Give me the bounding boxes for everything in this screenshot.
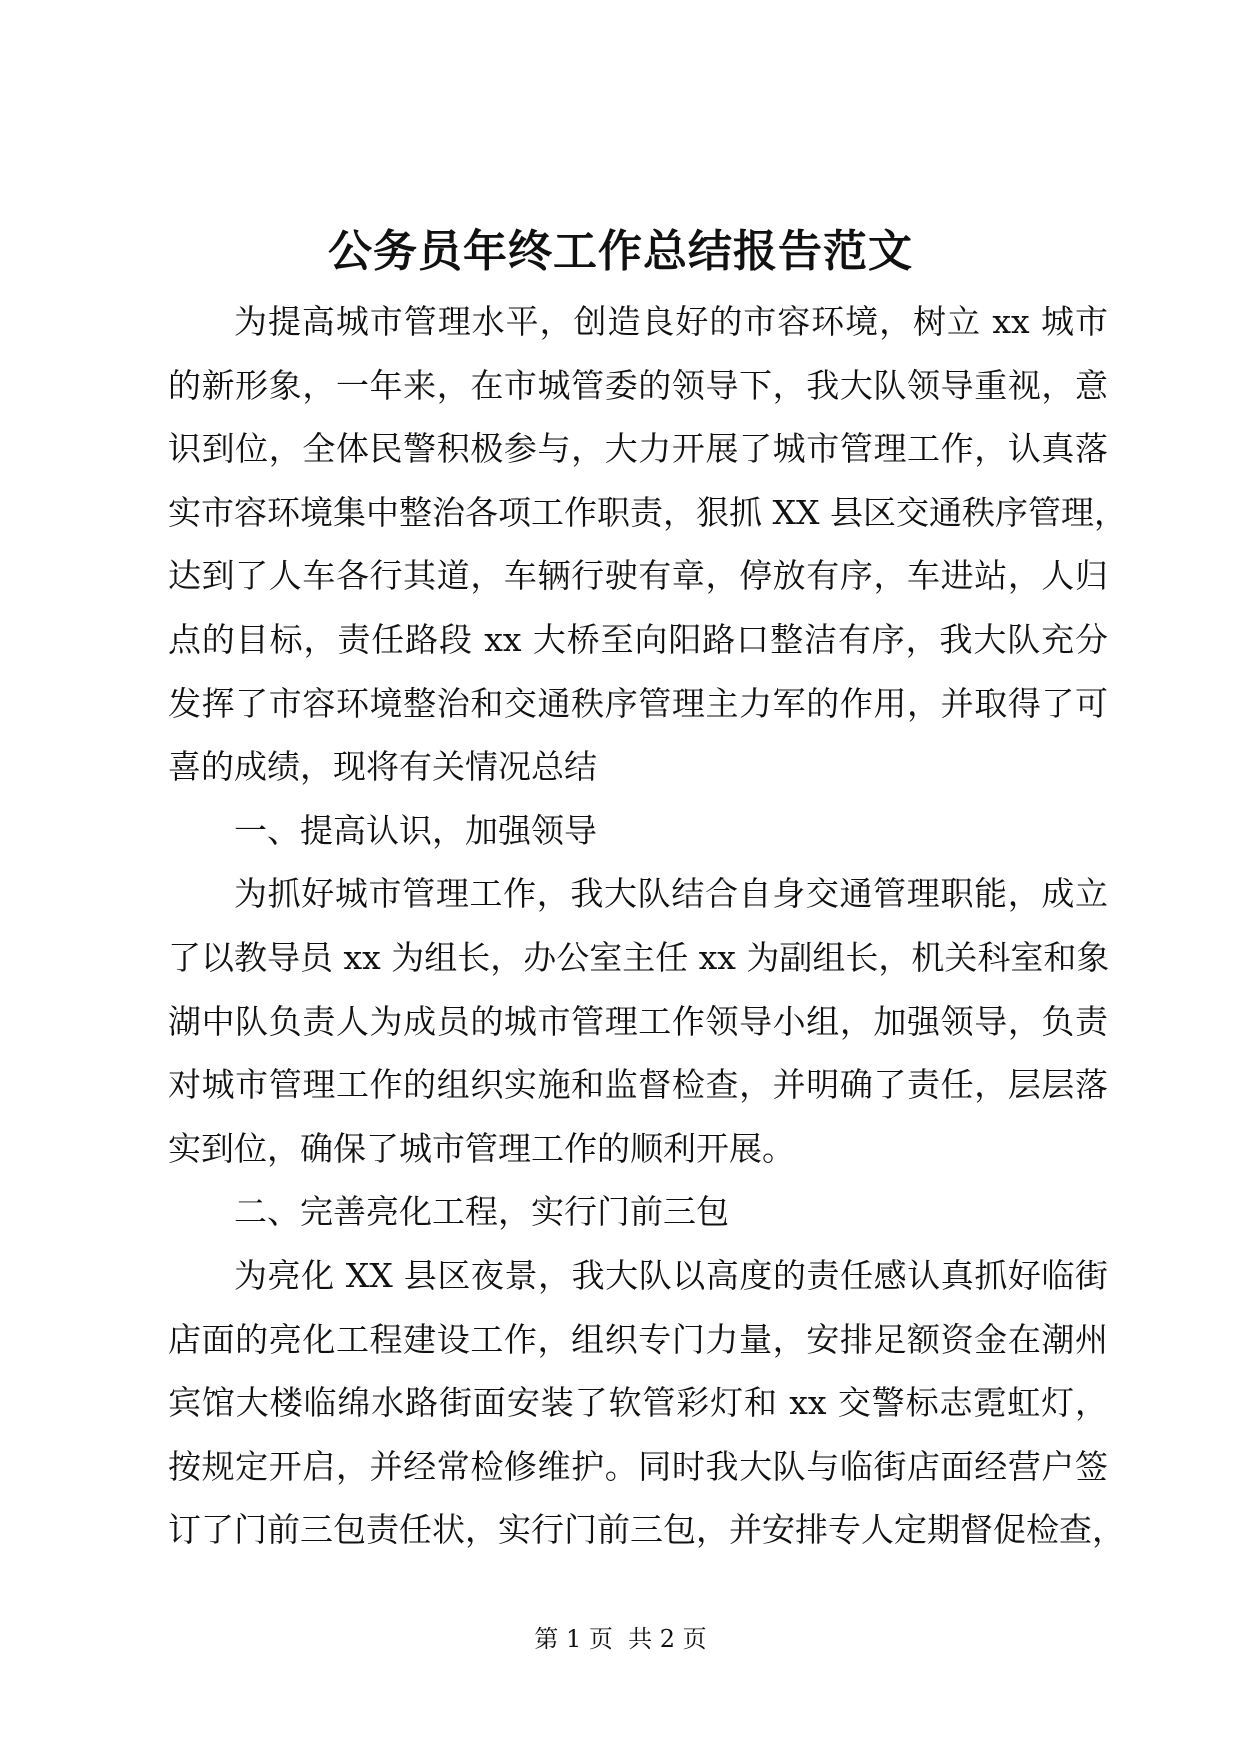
- body-line: 二、完善亮化工程，实行门前三包: [234, 1192, 729, 1232]
- body-line: 实市容环境集中整治各项工作职责，狠抓 XX 县区交通秩序管理，: [168, 492, 1127, 532]
- body-line: 湖中队负责人为成员的城市管理工作领导小组，加强领导，负责: [168, 1001, 1108, 1041]
- document-body: [168, 290, 1127, 1562]
- body-line: 达到了人车各行其道，车辆行驶有章，停放有序，车进站，人归: [168, 556, 1108, 596]
- document-title: 公务员年终工作总结报告范文: [328, 226, 913, 277]
- body-line: 为抓好城市管理工作，我大队结合自身交通管理职能，成立: [234, 874, 1108, 914]
- body-line: 识到位，全体民警积极参与，大力开展了城市管理工作，认真落: [168, 429, 1108, 469]
- body-line: 宾馆大楼临绵水路街面安装了软管彩灯和 xx 交警标志霓虹灯，: [168, 1383, 1108, 1423]
- body-line: 为亮化 XX 县区夜景，我大队以高度的责任感认真抓好临街: [234, 1255, 1108, 1295]
- body-line: 一、提高认识，加强领导: [234, 810, 597, 850]
- body-line: 为提高城市管理水平，创造良好的市容环境，树立 xx 城市: [234, 302, 1108, 341]
- body-line: 订了门前三包责任状，实行门前三包，并安排专人定期督促检查，: [168, 1510, 1125, 1550]
- page-footer: [0, 1622, 1241, 1656]
- body-line: 按规定开启，并经常检修维护。同时我大队与临街店面经营户签: [168, 1446, 1108, 1486]
- body-line: 店面的亮化工程建设工作，组织专门力量，安排足额资金在潮州: [168, 1319, 1108, 1359]
- page-number-label: 第 1 页 共 2 页: [534, 1625, 707, 1653]
- body-line: 实到位，确保了城市管理工作的顺利开展。: [168, 1128, 795, 1168]
- body-line: 点的目标，责任路段 xx 大桥至向阳路口整洁有序，我大队充分: [168, 619, 1108, 659]
- body-line: 了以教导员 xx 为组长，办公室主任 xx 为副组长，机关科室和象: [168, 937, 1110, 977]
- body-line: 发挥了市容环境整治和交通秩序管理主力军的作用，并取得了可: [168, 683, 1108, 723]
- body-line: 对城市管理工作的组织实施和监督检查，并明确了责任，层层落: [168, 1065, 1108, 1105]
- body-line: 喜的成绩，现将有关情况总结: [168, 747, 597, 787]
- body-line: 的新形象，一年来，在市城管委的领导下，我大队领导重视，意: [168, 365, 1108, 405]
